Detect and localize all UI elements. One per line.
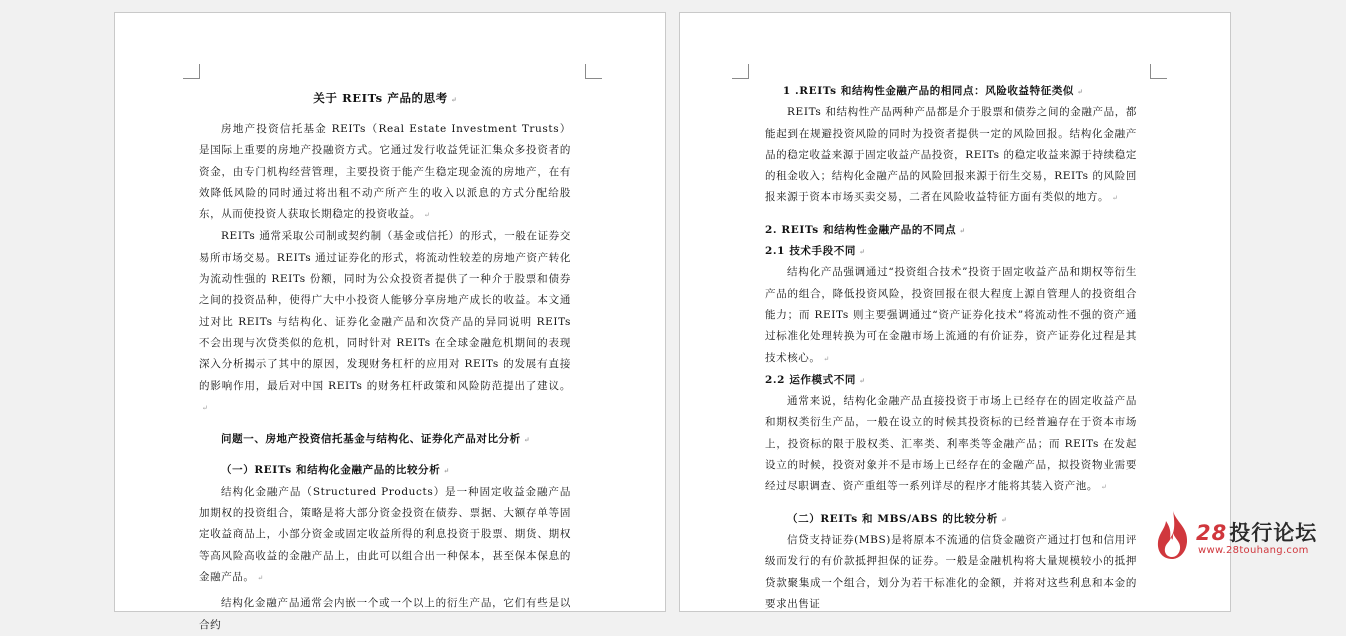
subsection-heading: 2.1 技术手段不同 ↵ xyxy=(765,245,865,258)
margin-corner-mark xyxy=(732,64,749,79)
margin-corner-mark xyxy=(585,64,602,79)
paragraph-mark-icon: ↵ xyxy=(523,435,530,445)
paragraph-mark-icon: ↵ xyxy=(450,95,457,104)
paragraph: 结构化金融产品（Structured Products）是一种固定收益金融产品加期权的投资组合，策略是将大部分资金投资在债券、票据、大额存单等固定收益商品上，小部分资金或固定收益所得的利息投资于股票、期货、期权等高风险高收益的金融产品上，由此可以组合出一种保本，甚至保本保息的金融产品。 ↵ xyxy=(199,485,571,583)
paragraph: REITs 通常采取公司制或契约制（基金或信托）的形式，一般在证券交易所市场交易。REITs 通过证券化的形式，将流动性较差的房地产资产转化为流动性强的 REITs 份额，同时为公众投资者提供了一种介于股票和债券之间的投资品种，使得广大中小投资人能够分享房地产成长的收益。本文通过对比 REITs 与结构化、证券化金融产品和次贷产品的异同说明 REITs 不会出现与次贷类似的危机，同时针对 REITs 在全球金融危机期间的表现深入分析揭示了其中的原因，发现财务杠杆的应用对 REITs 的发展有直接的影响作用，最后对中国 REITs 的财务杠杆政策和风险防范提出了建议。↵ xyxy=(199,230,571,412)
site-watermark-logo xyxy=(1150,505,1346,582)
page-content[interactable] xyxy=(765,81,1137,615)
margin-corner-mark xyxy=(183,64,200,79)
paragraph-mark-icon: ↵ xyxy=(959,225,966,235)
section-heading: 1 .REITs 和结构性金融产品的相同点：风险收益特征类似 ↵ xyxy=(782,85,1083,97)
paragraph-mark-icon: ↵ xyxy=(424,211,430,220)
paragraph: 房地产投资信托基金 REITs（Real Estate Investment Trusts）是国际上重要的房地产投融资方式。它通过发行收益凭证汇集众多投资者的资金，由专门机构经营管理，主要投资于能产生稳定现金流的房地产，在有效降低风险的同时通过将出租不动产所产生的收入以派息的方式分配给股东，从而使投资人获取长期稳定的投资收益。 ↵ xyxy=(199,123,571,221)
flame-icon xyxy=(1153,509,1193,561)
page-content[interactable] xyxy=(199,81,571,636)
paragraph-mark-icon: ↵ xyxy=(443,466,450,476)
paragraph: REITs 和结构性产品两种产品都是介于股票和债券之间的金融产品，都能起到在规避投资风险的同时为投资者提供一定的风险回报。结构化金融产品的稳定收益来源于固定收益产品投资，REITs 的稳定收益来源于持续稳定的租金收入；结构化金融产品的风险回报来源于衍生交易，REITs 的风险回报来源于资本市场买卖交易，二者在风险收益特征方面有类似的地方。 ↵ xyxy=(765,106,1137,204)
paragraph-mark-icon: ↵ xyxy=(858,375,865,385)
subsection-heading: （二）REITs 和 MBS/ABS 的比较分析 ↵ xyxy=(787,512,1007,525)
paragraph: 结构化产品强调通过“投资组合技术”投资于固定收益产品和期权等衍生产品的组合，降低投资风险，投资回报在很大程度上源自管理人的投资组合能力；而 REITs 则主要强调通过“资产证券化技术”将流动性不强的资产通过标准化处理转换为可在金融市场上流通的有价证券，资产证券化过程是其技术核心。 ↵ xyxy=(765,266,1137,364)
paragraph: 信贷支持证券(MBS)是将原本不流通的信贷金融资产通过打包和信用评级而发行的有价款抵押担保的证券。一般是金融机构将大量规模较小的抵押贷款聚集成一个组合，划分为若干标准化的金额，并将对这些利息和本金的要求出售证 xyxy=(765,533,1137,610)
watermark-brand: 28投行论坛 xyxy=(1196,521,1318,545)
subsection-heading: 2.2 运作模式不同 ↵ xyxy=(765,373,865,386)
paragraph-mark-icon: ↵ xyxy=(823,354,830,363)
margin-corner-mark xyxy=(1150,64,1167,79)
section-heading: 问题一、房地产投资信托基金与结构化、证券化产品对比分析 ↵ xyxy=(221,433,530,446)
document-title: 关于 REITs 产品的思考 ↵ xyxy=(313,91,457,105)
subsection-heading: （一）REITs 和结构化金融产品的比较分析 ↵ xyxy=(221,464,450,477)
paragraph-mark-icon: ↵ xyxy=(1000,514,1007,524)
paragraph-mark-icon: ↵ xyxy=(1112,194,1118,203)
paragraph-mark-icon: ↵ xyxy=(1101,483,1107,492)
document-page-right[interactable] xyxy=(679,12,1231,612)
paragraph-mark-icon: ↵ xyxy=(1077,87,1083,96)
watermark-url: www.28touhang.com xyxy=(1198,545,1309,556)
paragraph: 结构化金融产品通常会内嵌一个或一个以上的衍生产品，它们有些是以合约 xyxy=(199,597,571,631)
paragraph: 通常来说，结构化金融产品直接投资于市场上已经存在的固定收益产品和期权类衍生产品，一般在设立的时候其投资标的已经普遍存在于资本市场上，投资标的限于股权类、汇率类、利率类等金融产品；而 REITs 在发起设立的时候，投资对象并不是市场上已经存在的金融产品，拟投资物业需要经过尽职调查、资产重组等一系列详尽的程序才能将其装入资产池。 ↵ xyxy=(765,395,1137,493)
paragraph-mark-icon: ↵ xyxy=(202,403,208,412)
paragraph-mark-icon: ↵ xyxy=(858,247,865,257)
section-heading: 2. REITs 和结构性金融产品的不同点 ↵ xyxy=(765,223,966,236)
document-page-left[interactable] xyxy=(114,12,666,631)
paragraph-mark-icon: ↵ xyxy=(257,573,264,582)
